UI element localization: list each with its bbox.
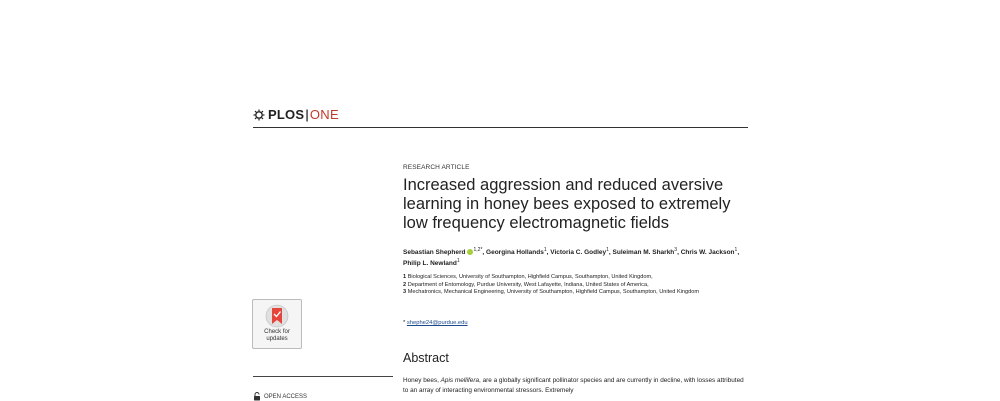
check-label: Check for updates — [264, 329, 290, 342]
check-for-updates-badge[interactable] — [252, 299, 302, 349]
email-marker: * — [403, 320, 406, 326]
author-name[interactable]: Georgina Hollands — [486, 249, 544, 257]
author-affil-sup: 1 — [606, 247, 609, 253]
affiliation-item: 3 Mechatronics, Mechanical Engineering, University of Southampton, Highfield Campus, Southampton, United Kingdom — [403, 289, 700, 295]
author-name[interactable]: Suleiman M. Sharkh — [612, 249, 675, 257]
plos-logo-icon — [253, 109, 265, 121]
email-link[interactable]: shephe24@purdue.edu — [406, 320, 468, 326]
abstract-text: Honey bees, Apis mellifera, are a globally significant pollinator species and are currently in decline, with losses attributed to an array of interacting environmental stressors. Extremely — [403, 377, 744, 394]
sidebar-divider — [253, 376, 393, 377]
plos-one-logo[interactable] — [253, 107, 339, 122]
article-title: Increased aggression and reduced aversive learning in honey bees exposed to extremely low frequency electromagnetic fields — [403, 176, 731, 232]
article-type: RESEARCH ARTICLE — [403, 164, 470, 171]
corresponding-email — [403, 320, 468, 326]
author-name[interactable]: Sebastian Shepherd — [403, 249, 466, 257]
author-affil-sup: 1 — [456, 258, 460, 265]
author-affil-sup: 1 — [543, 247, 547, 253]
author-name[interactable]: Philip L. Newland — [403, 260, 457, 268]
corresponding-marker: * — [480, 247, 483, 253]
crossmark-icon — [265, 304, 289, 328]
logo-one-text: ONE — [309, 107, 339, 122]
author-name[interactable]: Victoria C. Godley — [550, 249, 607, 257]
author-name[interactable]: Chris W. Jackson — [680, 249, 735, 257]
journal-header — [253, 107, 748, 128]
species-name: Apis mellifera — [440, 377, 480, 384]
open-access-label: OPEN ACCESS — [253, 392, 307, 401]
abstract-heading: Abstract — [403, 351, 449, 365]
affiliation-item: 2 Department of Entomology, Purdue University, West Lafayette, Indiana, United States of America, — [403, 281, 649, 288]
author-affil-sup: 3 — [674, 247, 678, 253]
author-list: Sebastian Shepherd $^{1,2*}$, Georgina Hollands$^1$, Victoria C. Godley$^1$, Suleiman M. Sharkh$^3$, Chris W. Jackson$^1$, Philip L. Newland$^1$ — [403, 247, 740, 268]
logo-plos-text: PLOS — [268, 107, 305, 122]
logo-separator: | — [305, 107, 309, 122]
affiliation-item: 1 Biological Sciences, University of Southampton, Highfield Campus, Southampton, United Kingdom, — [403, 274, 653, 280]
author-affil-sup: 1,2 — [473, 247, 481, 253]
orcid-icon[interactable] — [467, 249, 473, 255]
affiliations — [403, 274, 748, 297]
author-affil-sup: 1 — [734, 247, 738, 253]
